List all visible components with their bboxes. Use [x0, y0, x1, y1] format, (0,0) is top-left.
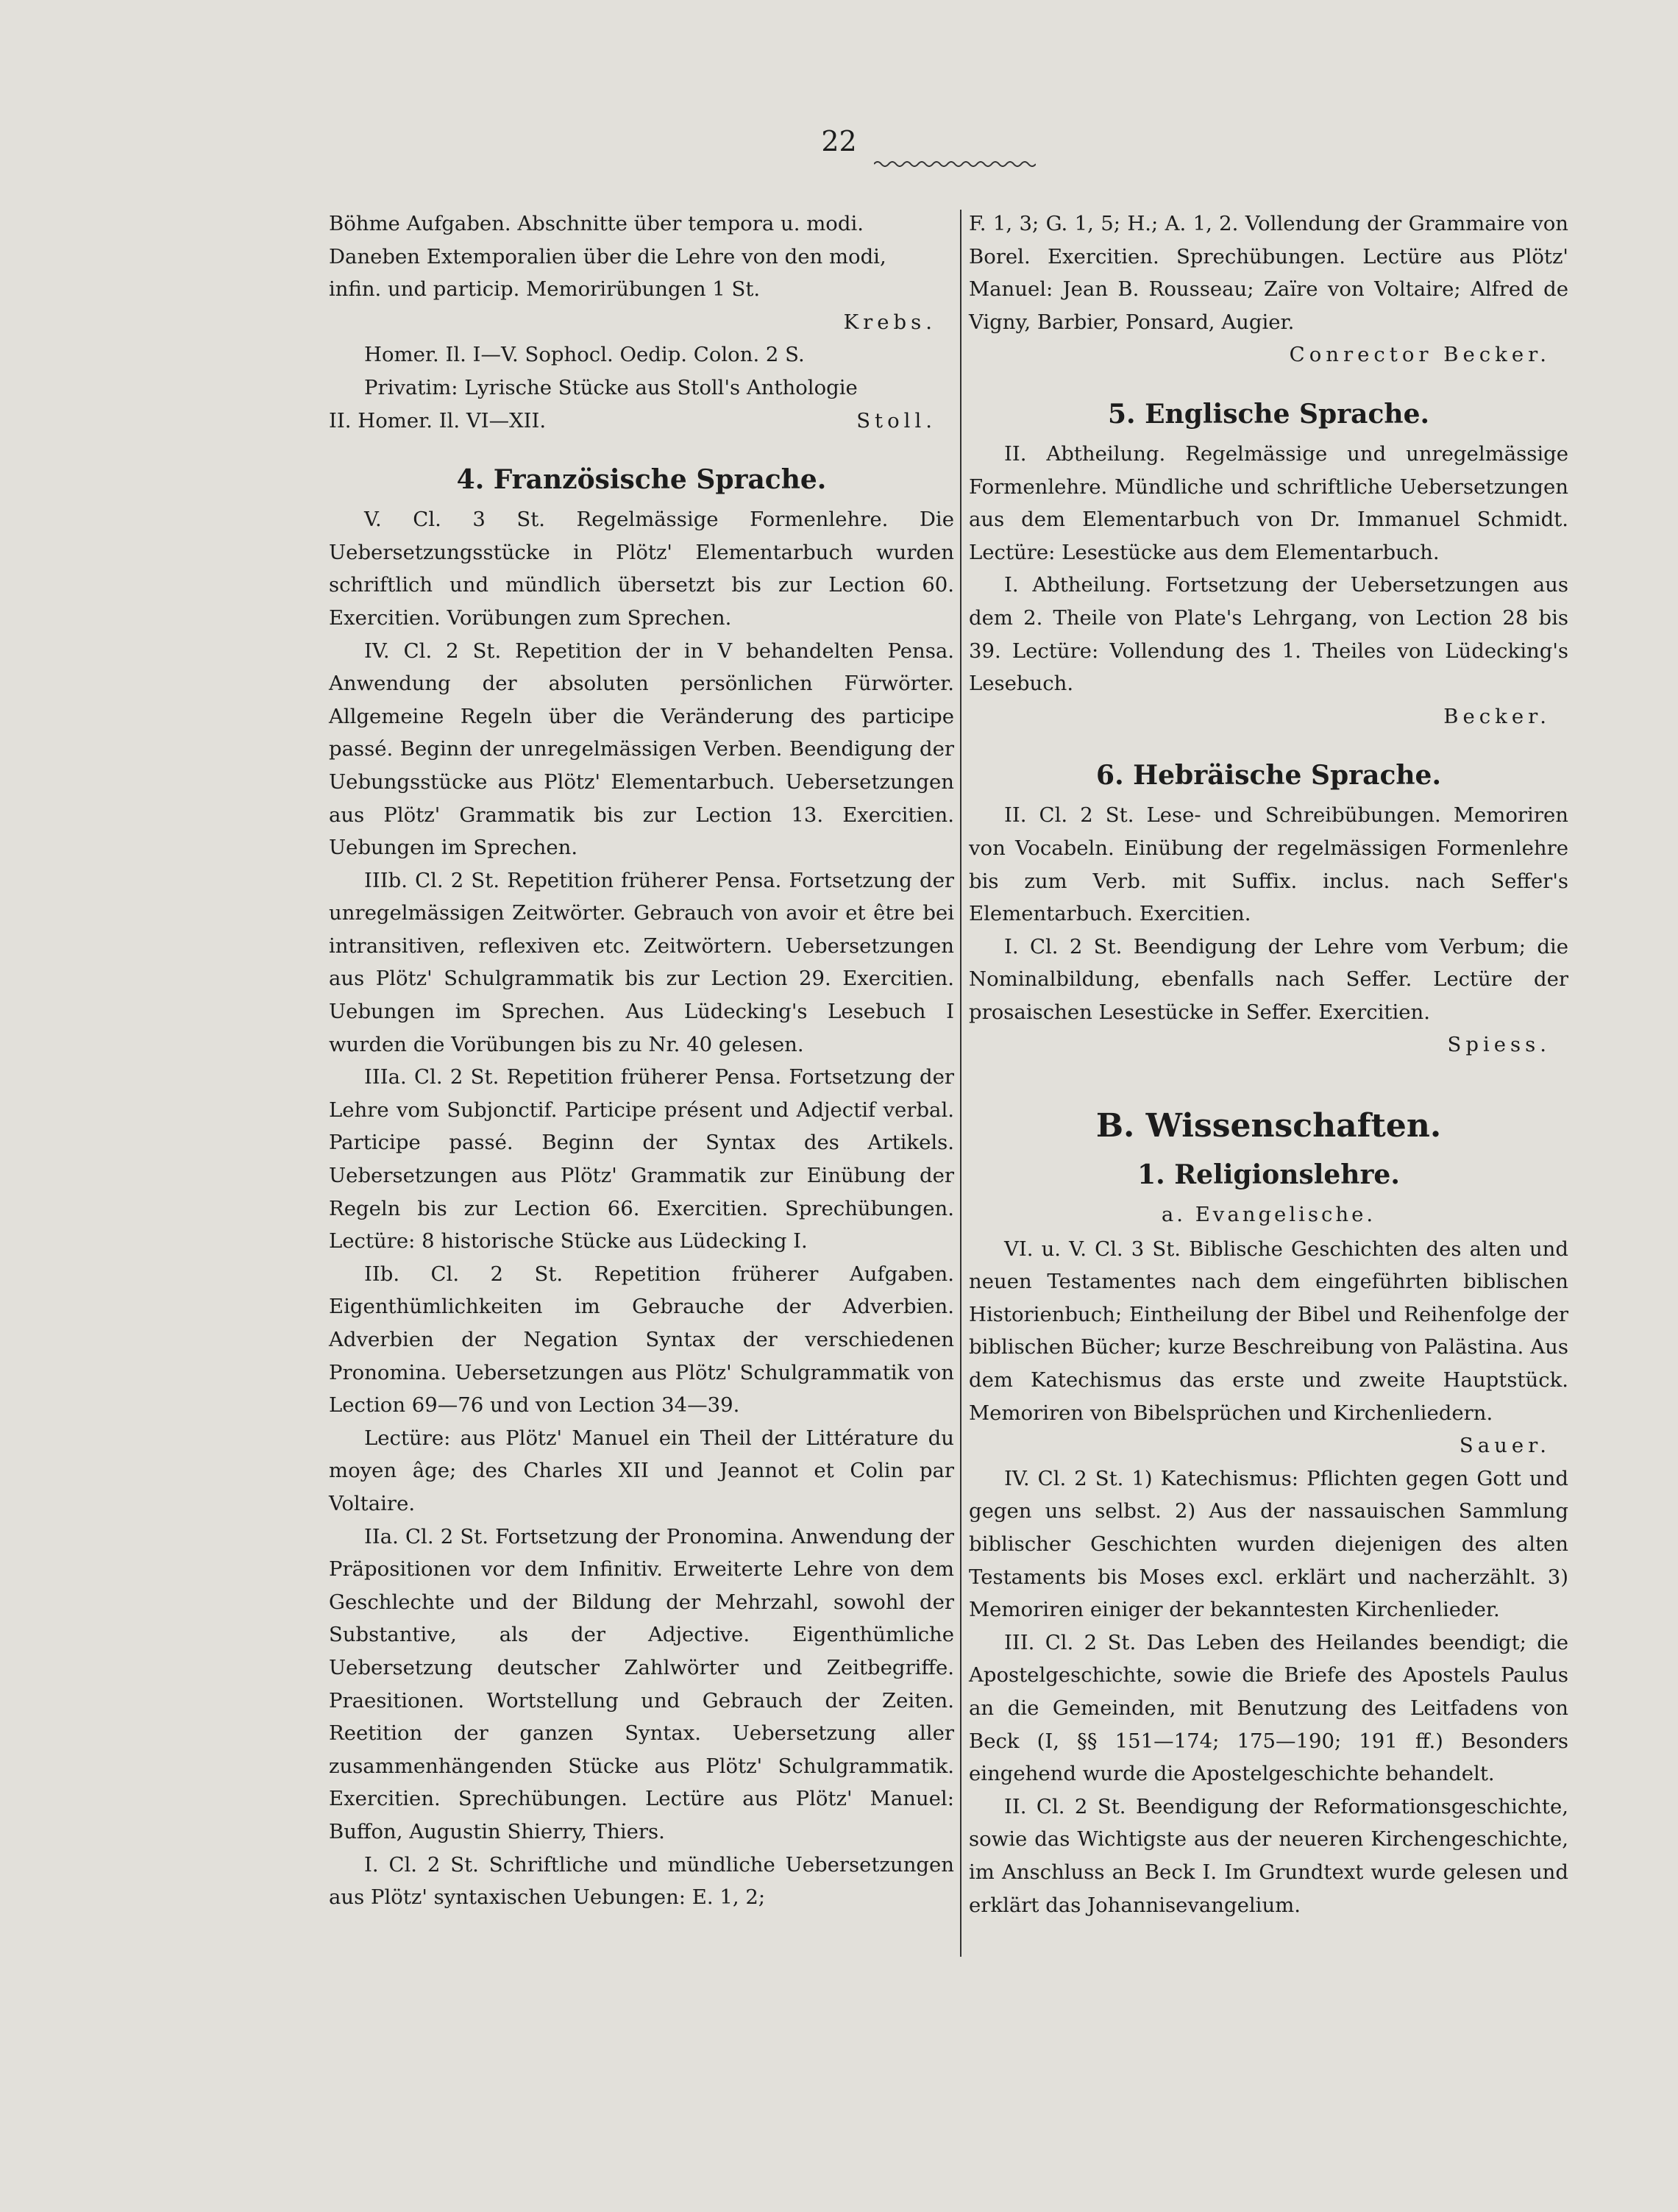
homer-line: Homer. Il. I—V. Sophocl. Oedip. Colon. 2 S. [364, 343, 805, 367]
english-paragraph-ii: II. Abtheilung. Regelmässige und unregelmässige Formenlehre. Mündliche und schriftliche Uebersetzungen aus dem Elementarbuch von Dr. Immanuel Schmidt. Lectüre: Lesestücke aus dem Elementarbuch. [969, 441, 1568, 564]
signature-conrector-becker-text: Conrector Becker. [1289, 343, 1551, 367]
page-number: 22 [821, 125, 857, 157]
signature-becker: Becker. [1443, 704, 1551, 728]
french-paragraph-iiib: IIIb. Cl. 2 St. Repetition früherer Pensa. Fortsetzung der unregelmässigen Zeitwörter. Gebrauch von avoir et être bei intransitiven, reflexiven etc. Zeitwörtern. Uebersetzungen aus Plötz' Schulgrammatik bis zur Lection 29. Exercitien. Uebungen im Sprechen. Aus Lüdecking's Lesebuch I wurden die Vorübungen bis zu Nr. 40 gelesen. [329, 868, 954, 1056]
intro-line-1: Böhme Aufgaben. Abschnitte über tempora u. modi. [329, 212, 864, 235]
homer-privatim-text: II. Homer. Il. VI—XII. [329, 408, 547, 433]
right-column [969, 207, 1568, 1921]
heading-hebrew: 6. Hebräische Sprache. [1096, 760, 1441, 792]
signature-sauer: Sauer. [1459, 1434, 1551, 1458]
signature-stoll: Stoll. [856, 408, 936, 433]
signature-conrector-becker [969, 338, 1568, 371]
religion-paragraph-iii: III. Cl. 2 St. Das Leben des Heilandes beendigt; die Apostelgeschichte, sowie die Briefe des Apostels Paulus an die Gemeinden, mit Benutzung des Leitfadens von Beck (I, §§ 151—174; 175—190; 191 ff.) Besonders eingehend wurde die Apostelgeschichte behandelt. [969, 1630, 1568, 1786]
french-paragraph-iv: IV. Cl. 2 St. Repetition der in V behandelten Pensa. Anwendung der absoluten persönlichen Fürwörter. Allgemeine Regeln über die Veränderung des participe passé. Beginn der unregelmässigen Verben. Beendigung der Uebungsstücke aus Plötz' Elementarbuch. Uebersetzungen aus Plötz' Grammatik bis zur Lection 13. Exercitien. Uebungen im Sprechen. [329, 639, 954, 860]
column-divider [960, 210, 961, 1957]
english-paragraph-i: I. Abtheilung. Fortsetzung der Uebersetzungen aus dem 2. Theile von Plate's Lehrgang, von Lection 28 bis 39. Lectüre: Vollendung des 1. Theiles von Lüdecking's Lesebuch. [969, 573, 1568, 696]
heading-wissenschaften: B. Wissenschaften. [1095, 1107, 1442, 1145]
french-paragraph-i: I. Cl. 2 St. Schriftliche und mündliche Uebersetzungen aus Plötz' syntaxischen Uebungen: E. 1, 2; [329, 1852, 954, 1910]
hebrew-paragraph-ii: II. Cl. 2 St. Lese- und Schreibübungen. Memoriren von Vocabeln. Einübung der regelmässigen Formenlehre bis zum Verb. mit Suffix. inclus. nach Seffer's Elementarbuch. Exercitien. [969, 803, 1568, 926]
french-paragraph-iia: IIa. Cl. 2 St. Fortsetzung der Pronomina. Anwendung der Präpositionen vor dem Infinitiv. Erweiterte Lehre von dem Geschlechte und der Bildung der Mehrzahl, sowohl der Substantive, als der Adjective. Eigenthümliche Uebersetzung deutscher Zahlwörter und Zeitbegriffe. Praesitionen. Wortstellung und Gebrauch der Zeiten. Reetition der ganzen Syntax. Uebersetzung aller zusammenhängenden Stücke aus Plötz' Schulgrammatik. Exercitien. Sprechübungen. Lectüre aus Plötz' Manuel: Buffon, Augustin Shierry, Thiers. [329, 1524, 954, 1843]
french-paragraph-lectuere: Lectüre: aus Plötz' Manuel ein Theil der Littérature du moyen âge; des Charles XII und Jeannot et Colin par Voltaire. [329, 1426, 954, 1515]
religion-paragraph-ii: II. Cl. 2 St. Beendigung der Reformationsgeschichte, sowie das Wichtigste aus der neueren Kirchengeschichte, im Anschluss an Beck I. Im Grundtext wurde gelesen und erklärt das Johannisevangelium. [969, 1794, 1568, 1917]
homer-privatim-row [329, 405, 954, 438]
ornament-wave-icon [874, 159, 1036, 169]
subheading-evangelische: a. Evangelische. [1161, 1203, 1376, 1227]
left-column [329, 207, 954, 1914]
heading-religionslehre: 1. Religionslehre. [1137, 1159, 1400, 1191]
religion-paragraph-vi-v: VI. u. V. Cl. 3 St. Biblische Geschichten des alten und neuen Testamentes nach dem eingeführten biblischen Historienbuch; Eintheilung der Bibel und Reihenfolge der biblischen Bücher; kurze Beschreibung von Palästina. Aus dem Katechismus das erste und zweite Hauptstück. Memoriren von Bibelsprüchen und Kirchenliedern. [969, 1237, 1568, 1425]
heading-french: 4. Französische Sprache. [456, 464, 827, 496]
signature-krebs: Krebs. [843, 310, 936, 334]
privatim-line: Privatim: Lyrische Stücke aus Stoll's Anthologie [364, 375, 858, 399]
french-paragraph-iiia: IIIa. Cl. 2 St. Repetition früherer Pensa. Fortsetzung der Lehre vom Subjonctif. Participe présent und Adjectif verbal. Participe passé. Beginn der Syntax des Artikels. Uebersetzungen aus Plötz' Grammatik zur Einübung der Regeln bis zur Lection 66. Exercitien. Sprechübungen. Lectüre: 8 historische Stücke aus Lüdecking I. [329, 1065, 954, 1253]
heading-english: 5. Englische Sprache. [1107, 398, 1430, 430]
intro-line-3: infin. und particip. Memorirübungen 1 St. [329, 277, 761, 302]
signature-spiess: Spiess. [1447, 1033, 1551, 1057]
french-continuation: F. 1, 3; G. 1, 5; H.; A. 1, 2. Vollendung der Grammaire von Borel. Exercitien. Sprechübungen. Lectüre aus Plötz' Manuel: Jean B. Rousseau; Zaïre von Voltaire; Alfred de Vigny, Barbier, Ponsard, Augier. [969, 212, 1568, 334]
intro-line-2: Daneben Extemporalien über die Lehre von den modi, [329, 244, 886, 269]
french-paragraph-iib: IIb. Cl. 2 St. Repetition früherer Aufgaben. Eigenthümlichkeiten im Gebrauche der Adverbien. Adverbien der Negation Syntax der verschiedenen Pronomina. Uebersetzungen aus Plötz' Schulgrammatik von Lection 69—76 und von Lection 34—39. [329, 1262, 954, 1418]
hebrew-paragraph-i: I. Cl. 2 St. Beendigung der Lehre vom Verbum; die Nominalbildung, ebenfalls nach Seffer. Lectüre der prosaischen Lesestücke in Seffer. Exercitien. [969, 934, 1568, 1024]
french-paragraph-v: V. Cl. 3 St. Regelmässige Formenlehre. Die Uebersetzungsstücke in Plötz' Elementarbuch wurden schriftlich und mündlich übersetzt bis zur Lection 60. Exercitien. Vorübungen zum Sprechen. [329, 508, 954, 630]
religion-paragraph-iv: IV. Cl. 2 St. 1) Katechismus: Pflichten gegen Gott und gegen uns selbst. 2) Aus der nassauischen Sammlung biblischer Geschichten wurden diejenigen des alten Testaments bis Moses excl. erklärt und nacherzählt. 3) Memoriren einiger der bekanntesten Kirchenlieder. [969, 1466, 1568, 1622]
